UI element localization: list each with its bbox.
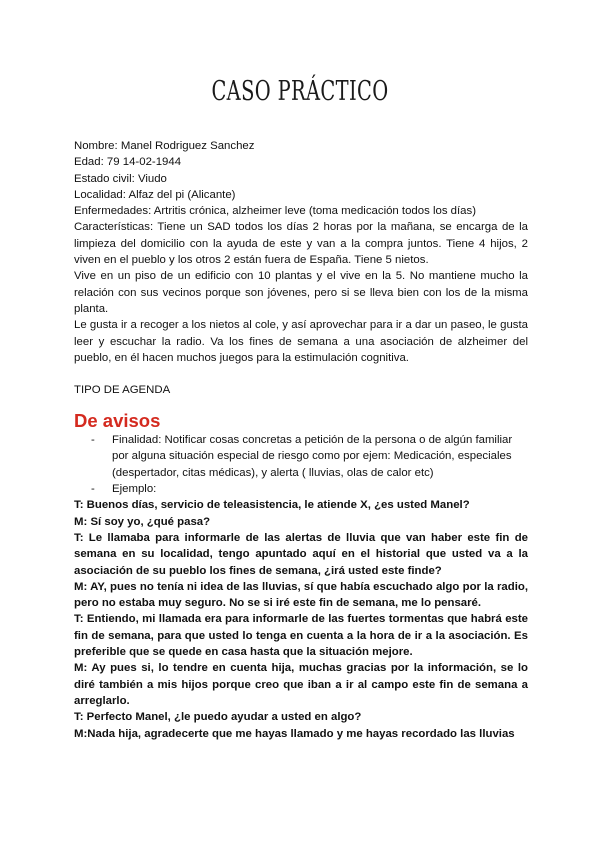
- dialogue-line: M: Ay pues si, lo tendre en cuenta hija, muchas gracias por la información, se lo diré también a mis hijos porque creo que iban a ir al campo este fin de semana a arreglarlo.: [74, 662, 528, 707]
- profile-civil-status: Estado civil: Viudo: [74, 172, 167, 185]
- profile-features: Características: Tiene un SAD todos los días 2 horas por la mañana, se encarga de la limpieza del domicilio con la ayuda de este y van a la compra juntos. Tiene 4 hijos, 2 viven en el pueblo y los otros 2 están fuera de España. Tiene 5 nietos.: [74, 221, 528, 267]
- profile-likes: Le gusta ir a recoger a los nietos al cole, y así aprovechar para ir a dar un paseo, le gusta leer y escuchar la radio. Va los fines de semana a una asociación de alzheimer del pueblo, en él hacen muchos juegos para la estimulación cognitiva.: [74, 319, 528, 364]
- dialogue-line: M: AY, pues no tenía ni idea de las lluvias, sí que había escuchado algo por la radio, pero no estaba muy seguro. No se si iré este fin de semana, me lo pensaré.: [74, 580, 528, 610]
- bullet-text: Finalidad: Notificar cosas concretas a petición de la persona o de algún familiar por alguna situación especial de riesgo como por ejem: Medicación, especiales (despertador, citas médicas), y alerta ( lluvias, olas de calor etc): [112, 434, 513, 479]
- profile-name: Nombre: Manel Rodriguez Sanchez: [74, 140, 255, 152]
- agenda-type-label: TIPO DE AGENDA: [74, 384, 171, 397]
- bullet-item: [74, 481, 528, 497]
- dialogue: [74, 497, 528, 741]
- profile-location: Localidad: Alfaz del pi (Alicante): [74, 188, 236, 201]
- bullet-dash: -: [91, 434, 95, 447]
- bullet-text: Ejemplo:: [112, 483, 157, 496]
- profile-age: Edad: 79 14-02-1944: [74, 156, 182, 169]
- section-heading: De avisos: [74, 410, 161, 432]
- document-title: CASO PRÁCTICO: [211, 76, 389, 107]
- dialogue-line: T: Buenos días, servicio de teleasistencia, le atiende X, ¿es usted Manel?: [74, 499, 470, 512]
- dialogue-line: T: Entiendo, mi llamada era para informarle de las fuertes tormentas que habrá este fin de semana, para que usted lo tenga en cuenta a la hora de ir a la asociación. Es preferible que se quede en casa hasta que la situación mejore.: [74, 613, 528, 659]
- dialogue-line: M:Nada hija, agradecerte que me hayas llamado y me hayas recordado las lluvias: [74, 727, 515, 740]
- bullet-dash: -: [91, 483, 95, 496]
- dialogue-line: T: Le llamaba para informarle de las alertas de lluvia que van haber este fin de semana en su localidad, tengo apuntado aquí en el historial que usted va a la asociación de su pueblo los fines de semana, ¿irá usted este finde?: [74, 531, 528, 577]
- bullet-list: [74, 432, 528, 497]
- dialogue-line: T: Perfecto Manel, ¿le puedo ayudar a usted en algo?: [74, 711, 362, 724]
- profile-home: Vive en un piso de un edificio con 10 plantas y el vive en la 5. No mantiene mucho la relación con sus vecinos porque son jóvenes, pero si se lleva bien con los de la misma planta.: [74, 270, 528, 315]
- document-body: [74, 138, 528, 742]
- profile-illnesses: Enfermedades: Artritis crónica, alzheimer leve (toma medicación todos los días): [74, 205, 477, 218]
- dialogue-line: M: Sí soy yo, ¿qué pasa?: [74, 515, 211, 528]
- bullet-item: [74, 432, 528, 481]
